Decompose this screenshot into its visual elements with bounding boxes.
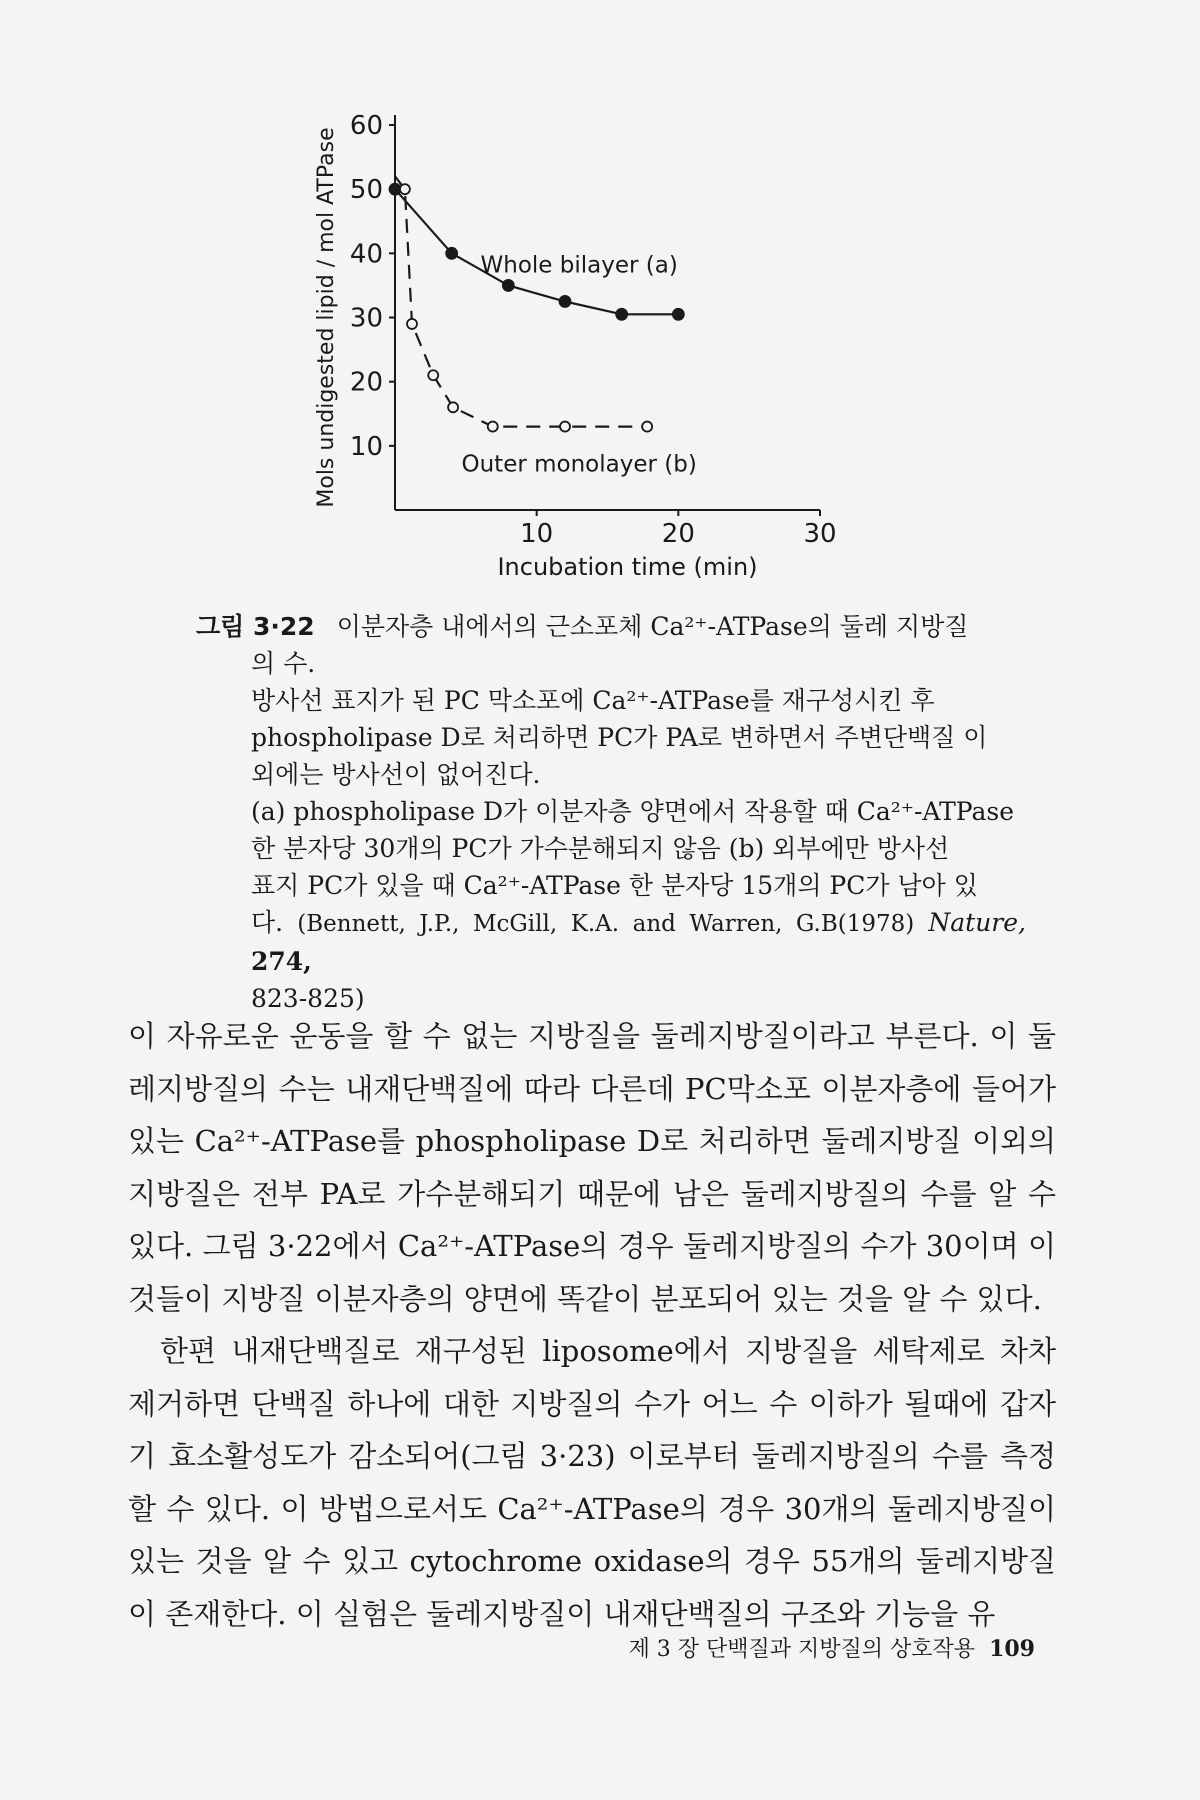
data-point [488, 422, 498, 432]
body-paragraph: 한편 내재단백질로 재구성된 liposome에서 지방질을 세탁제로 차차 제거하면 단백질 하나에 대한 지방질의 수가 어느 수 이하가 될때에 갑자기 효소활성도가 감소되어(그림 3·23) 이로부터 둘레지방질의 수를 측정할 수 있다. 이 방법으로서도 Ca²⁺-ATPase의 경우 30개의 둘레지방질이 있는 것을 알 수 있고 cytochrome oxidase의 경우 55개의 둘레지방질이 존재한다. 이 실험은 둘레지방질이 내재단백질의 구조와 기능을 유 [128, 1334, 1056, 1631]
citation-pages: 823-825) [251, 984, 365, 1013]
x-tick-label: 30 [803, 519, 837, 549]
data-point [560, 422, 570, 432]
x-tick-label: 20 [661, 519, 695, 549]
y-tick-label: 60 [349, 111, 383, 141]
data-point [446, 248, 457, 259]
data-point [503, 280, 514, 291]
data-point [448, 402, 458, 412]
page-number: 109 [989, 1636, 1035, 1662]
y-tick-label: 20 [349, 367, 383, 398]
body-paragraph: 이 자유로운 운동을 할 수 없는 지방질을 둘레지방질이라고 부른다. 이 둘레지방질의 수는 내재단백질에 따라 다른데 PC막소포 이분자층에 들어가 있는 Ca²⁺-ATPase를 phospholipase D로 처리하면 둘레지방질 이외의 지방질은 전부 PA로 가수분해되기 때문에 남은 둘레지방질의 수를 알 수 있다. 그림 3·22에서 Ca²⁺-ATPase의 경우 둘레지방질의 수가 30이며 이것들이 지방질 이분자층의 양면에 똑같이 분포되어 있는 것을 알 수 있다. [128, 1019, 1056, 1316]
data-point [642, 422, 652, 432]
caption-line: phospholipase D로 처리하면 PC가 PA로 변하면서 주변단백질 이 [251, 723, 988, 752]
chapter-title: 제 3 장 단백질과 지방질의 상호작용 [628, 1637, 976, 1662]
y-tick-label: 30 [349, 303, 383, 334]
citation-authors: (Bennett, J.P., McGill, K.A. and Warren, G.B(1978) [297, 911, 915, 937]
figure-caption [196, 608, 1026, 1017]
caption-title-line [196, 608, 1026, 645]
series-line [395, 176, 647, 426]
x-tick-label: 10 [520, 519, 554, 549]
y-tick-label: 50 [349, 175, 383, 206]
citation-volume: 274, [251, 947, 312, 976]
caption-line: 외에는 방사선이 없어진다. [251, 760, 541, 789]
y-axis-label: Mols undigested lipid / mol ATPase [314, 127, 339, 508]
caption-line: 표지 PC가 있을 때 Ca²⁺-ATPase 한 분자당 15개의 PC가 남아 있 [251, 871, 978, 900]
chart-svg [300, 80, 920, 600]
caption-line: 한 분자당 30개의 PC가 가수분해되지 않음 (b) 외부에만 방사선 [251, 834, 950, 863]
series-label: Whole bilayer (a) [480, 252, 678, 279]
data-point [560, 296, 571, 307]
series-label: Outer monolayer (b) [461, 451, 697, 478]
caption-title: 이분자층 내에서의 근소포체 Ca²⁺-ATPase의 둘레 지방질 [336, 612, 969, 641]
caption-line: (a) phospholipase D가 이분자층 양면에서 작용할 때 Ca²⁺-ATPase [251, 797, 1014, 826]
body-text [128, 1010, 1056, 1640]
caption-line-end: 다. [251, 908, 284, 937]
caption-citation-line [196, 904, 1026, 980]
figure-number: 그림 3·22 [196, 612, 315, 641]
caption-title-cont: 의 수. [251, 649, 316, 678]
caption-line: 방사선 표지가 된 PC 막소포에 Ca²⁺-ATPase를 재구성시킨 후 [251, 686, 935, 715]
data-point [616, 309, 627, 320]
y-tick-label: 40 [349, 239, 383, 270]
page-footer [585, 1632, 1035, 1663]
data-point [407, 319, 417, 329]
x-axis-label: Incubation time (min) [497, 553, 758, 581]
data-point [428, 370, 438, 380]
data-point [400, 184, 410, 194]
data-point [673, 309, 684, 320]
data-point [390, 184, 401, 195]
y-tick-label: 10 [349, 431, 383, 462]
citation-journal: Nature, [928, 908, 1026, 937]
figure-chart [300, 80, 920, 600]
